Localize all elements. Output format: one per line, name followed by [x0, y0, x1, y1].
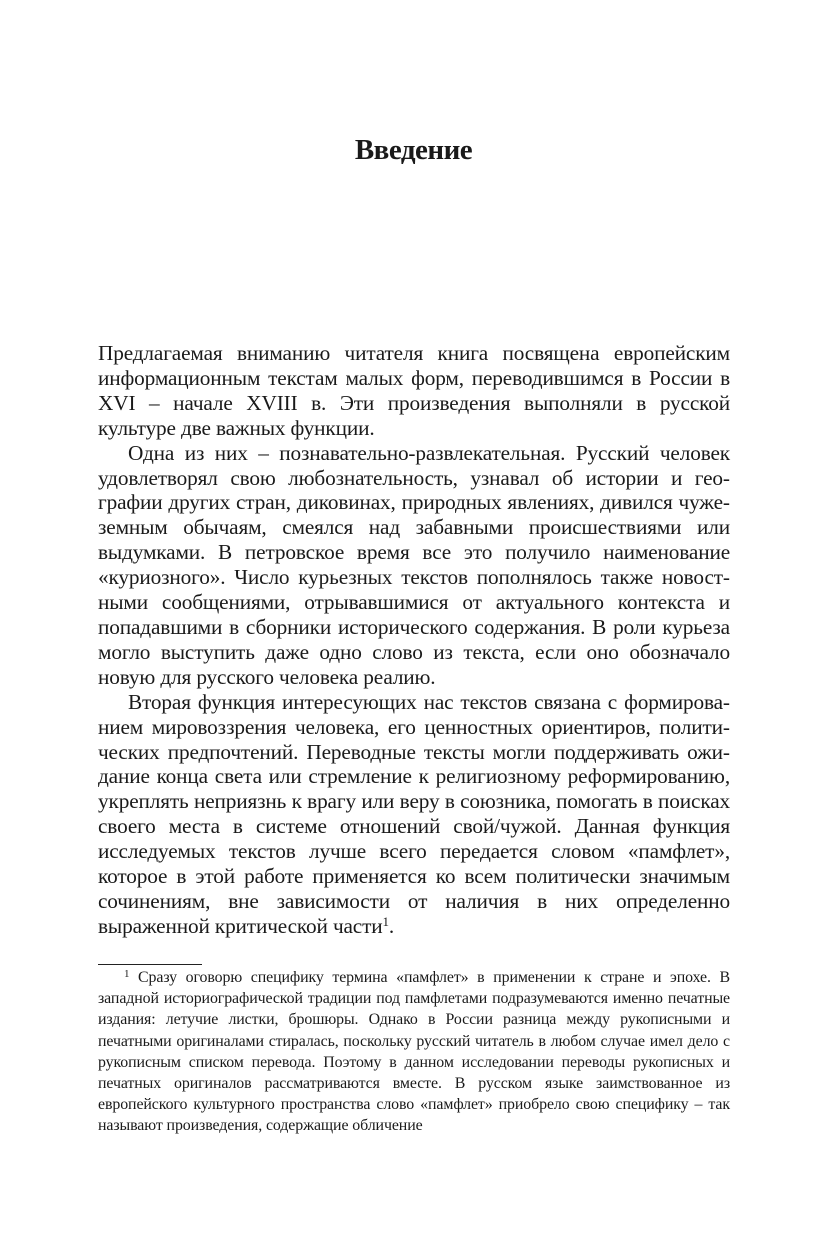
paragraph-2: Одна из них – познавательно-развлекательная. Русский человек удовлетворял свою любознательность, узнавал об истории и географии других стран, диковинах, природных явлениях, дивился чужеземным обычаям, смеялся над забавными происшествиями или выдумками. В петровское время все это получило наименование «куриозного». Число курьезных текстов пополнялось также новостными сообщениями, отрывавшимися от актуального контекста и попадавшими в сборники исторического содержания. В роли курьеза могло выступить даже одно слово из текста, если оно обозначало новую для русского человека реалию. — [98, 440, 730, 689]
body-text — [98, 341, 730, 939]
paragraph-1: Предлагаемая вниманию читателя книга посвящена европейским информационным текстам малых форм, переводившимся в России в XVI – начале XVIII в. Эти произведения выполняли в русской культуре две важных функции. — [98, 341, 730, 440]
paragraph-3: Вторая функция интересующих нас текстов связана с формированием мировоззрения человека, его ценностных ориентиров, политических предпочтений. Переводные тексты могли поддерживать ожидание конца света или стремление к религиозному реформированию, укреплять неприязнь к врагу или веру в союзника, помогать в поисках своего места в системе отношений свой/чужой. Данная функция исследуемых текстов лучше всего передается словом «памфлет», которое в этой работе применяется ко всем политически значимым сочинениям, вне зависимости от наличия в них определенно выраженной критической части$^1$. — [98, 689, 730, 938]
footnote — [98, 967, 730, 1137]
footnote-divider — [98, 964, 202, 965]
footnote-reference[interactable]: 1 — [382, 913, 389, 929]
footnote-text: Сразу оговорю специфику термина «памфлет» в применении к стране и эпохе. В западной историографической традиции под памфлетами подразумеваются именно печатные издания: летучие листки, брошюры. Однако в России разница между рукописными и печатными оригиналами стиралась, поскольку русский читатель в любом случае имел дело с рукописным списком перевода. Поэтому в данном исследовании переводы рукописных и печатных оригиналов рассматриваются вместе. В русском языке заимствованное из европейского культурного пространства слово «памфлет» приобрело свою специфику – так называют произведения, содержащие обличение — [98, 969, 730, 1135]
page-title: Введение — [354, 134, 473, 166]
paragraph-3-text: Вторая функция интересующих нас текстов связана с формированием мировоззрения человека, его ценностных ориентиров, политических предпочтений. Переводные тексты могли поддерживать ожидание конца света или стремление к религиозному реформированию, укреплять неприязнь к врагу или веру в союзника, помогать в поисках своего места в системе отношений свой/чужой. Данная функция исследуемых текстов лучше всего передается словом «памфлет», которое в этой работе применяется ко всем политически значимым сочинениям, вне зависимости от наличия в них определенно выраженной критической части — [98, 689, 730, 938]
footnote-number: 1 — [124, 968, 130, 980]
